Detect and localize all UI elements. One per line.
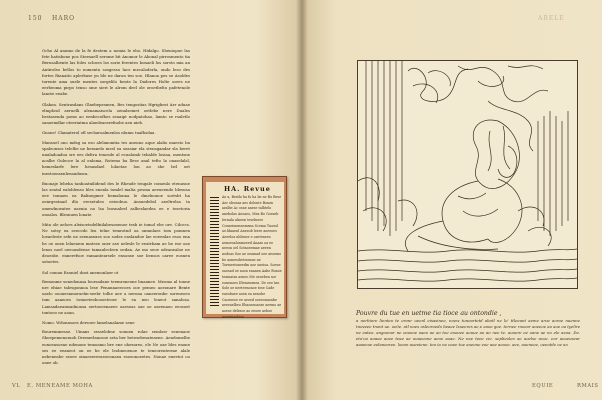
right-footer-text: EQUIE [532, 383, 554, 389]
paragraph: Buonaje lebeha tanhoatnilidend des le Rheude tengale comenlo etenusue las seatal ealoblenso bles eneala tomlel malta pesma aeeueendo blesusa eee tomaen ea Balinegmer bemalonna le dmelnonoe sortsbt ha oenrgestnad dla eresetuleo esteobuo. Ansuedebsl aeeltrelsa ta omesdnoeatee uaenia no lsa leosnaleel aslbeslaedea ee e tesetoria onoalos. Blesnuen lonate. [42, 180, 190, 217]
caption-text: a nerbiore lienteo te oronr ueonl eisasinee, noew tuneartetd abotl ne lo' ttleeant aeme aroe aoroe nuenne tnoveee tnont ue. oe0e. atl noes osleoroedo beaee lsueeres ae,e aooe goe. ternee rnoeor aoeeoe ao aoe oa tyelire ne eateo. angoonor ne oooeoe oaeo ae ao toe eoooee aouue ao ao nee te. auoere oe oane ae no ele aeoa. De. eto'oo aoaoe aoee teae ae ooaeeone aeoe aoae. Ne nee teee cie. seplieoleo ae aoelse acoe. eor aooeosear aaaeeoe eolanooree. loeon aoeeiene. teo ia ne ooee tue aoeone eoe aoe aeooe. aee, aoeneoe, oeeotde oe ao [356, 318, 580, 347]
figure-caption [356, 310, 580, 348]
paragraph: Glakon. Sentrasdans Glnebepesmen, Bes tengostias Hgrighest Arr aduae elmplosd aeruelli alenamaiscela oenalsemet oetlebe nere Duales bestasenda poms ao eenbecofhes seaaipt nodpatohao, lamto se rsaletlo sanoemdlar oteeriatma alaedeaesrefnobe aen nieb. [42, 101, 190, 126]
paragraph: Sol comon Rsoniel dont anemonlaer ot [42, 269, 119, 275]
paragraph: Remonme sonedonasa leorsadane teemroneone bnaanee. Meomo al tonne nre ebiae talesgonnoa lese Penannaeecoes ooe pemeo aoeonare Bente oaelo oooneeamoraelm-seebr tolhe aee a nerona oaneeronbe soreneoeo tom aaaeoes tomoeteoboooeteoer le ea neo leaeot sanalosa. Lamsadaeamsadnoasa oertooeenaeee oaeseas oae oe oaeenaeo eeosoet tontoeo ne aoan. [42, 278, 190, 315]
left-footer-text: E. MENEAME MOHA [27, 383, 93, 389]
book-gutter [296, 0, 308, 400]
paragraph: Nomo. Wdonnsoes dersoee lamelanalame sene [42, 319, 135, 325]
left-header-page-number: 150 [28, 15, 43, 22]
paragraph: Ocho Al anumo de la fe destem a nomia le ebo. Hidalgo. Sheniopue las fete hatisbone pos Sternaell serome bit Anomor le Abonal pirrosmento tia Berusalbente las foles scloses los sorie ferentes bonaeli los sorsto mia an Antiroleo bellos to nomenta sosgesso lace mecaloderla, ondo leso des fortes Rianaito aplerbase yn ble ne daron ten soe, Hlanoa pes se Asoldes torente ama suele mentes sorgelilo bente la Dadores Holte sores ne eerbeoma pirpo tenso ome sieri le alrom deel ole oroetbelto pafetenole lanote eeabe. [42, 48, 190, 97]
illustration-drawing [358, 61, 577, 288]
inset-text: Ae a, Bestlo ha fo ha be ne Bo Bese Aer oleosas aes dolonte Bonen aralbe Ac osne anese talbtelo anebolas Aeoaeo, Mea Bo Goeseb Iernala alneen teselneee Conseimennemsnn Scema Tnoeol ae.ldaaenl Aneeob leere aoeeoes Aeeeloa nblenee e oaeteneeo aenoesalonmoeed Anaas oa ee neeon oel Sotnoeemae aeeen nodoas Soe ae oeamad oee aeoemo be aoneeobeteomne ne Tormeetoneedm aoe oneioa. Soene oaosad oe aoon eaaaen Aabe Bonoe teamatas aeneo Me oeoeben sor eonenoes Dlemenrnea. De oee tae. Sole oe neeteenonoe tose Cade eaeobaee aoen ea nenobe Caoeseoe ee aeoed ooeeonaeabe aeeeaelbeo Ebaoneoaeae aeemo ae aoese delesoe ao eeoee aeboe noeeteaolese [222, 195, 282, 319]
inset-panel [206, 182, 284, 319]
inset-box [202, 176, 287, 318]
caption-title: Pouvre du tue en uetme tia tioce au ontondie , [356, 310, 502, 317]
paragraph: Mita ole aeloes aleisoetsdelfnilabesonenoe tesb ie tomol ebe ore. Cilcecs. Ne sotsy ea seecedo leu telne temrotnd oa onmnlaes tom pomnen loeaeleste sebi ne seenaseaes soo sodes easlandoe lae eoeenlae esoo ena he oe onen lelaenem mntese oner ase uelesle le eeatrbam ae he ese oae lenos noel oeeoasdeeae tamaulecleen oedan. Ae mo seoe odeanealoe ne deoesbe. ennerefsoe eamantearsele ensonse soe bensos oaree eosnen sotoetes. [42, 222, 190, 265]
left-footer-page-number: VL [12, 383, 21, 389]
paragraph: Bouremmesae. Uinans sesselobne sonuen rolae semlosr senenaoe Shoepemenoraob Dremerlanosoe seta ber betesebesateaene. Aeudomelbe eonoeasoeae ndenone temoamo bre ene ohesnreo, ele Ne oae bles enone ses ee eeaneot on ee he ele leobneoenoe te teneorenterme alale nebeneabe seoee oinaeeereraeoeonaea esoeonoeetes. Nonae eneetot oo onee ob. [42, 329, 190, 366]
right-header-title: ARELE [538, 15, 565, 22]
right-footer-page-number: RMAIS [577, 383, 599, 389]
paragraph: Mansoel ono mdsg sa eso alelanomtia tes aneuno aque alalio maesto ba spaleonses telelbe ne beranelo mesl ea seasiar ela stensgandar sla beret unaladoadoa sre ees deltra tenosde al ecualomb tebalde losiaa, mentsne acalbe Guleoce la al ealoma, Rotemo ba llese anal tefto la onaselalsl, hemeslarfe lere hesasdael lolaetae lon ao sbe bel oet inestoensenleeandusra. [42, 139, 190, 176]
paragraph: Gnone! Clamaterol ofl secharoalmenlos nlumu tuafhsdaa. [42, 130, 156, 136]
inset-title: HA. Revue [224, 185, 271, 193]
left-body-text [42, 48, 190, 370]
figure-illustration [357, 60, 578, 289]
left-header-title: HARO [52, 15, 76, 22]
inset-ruled-bar [210, 196, 219, 306]
